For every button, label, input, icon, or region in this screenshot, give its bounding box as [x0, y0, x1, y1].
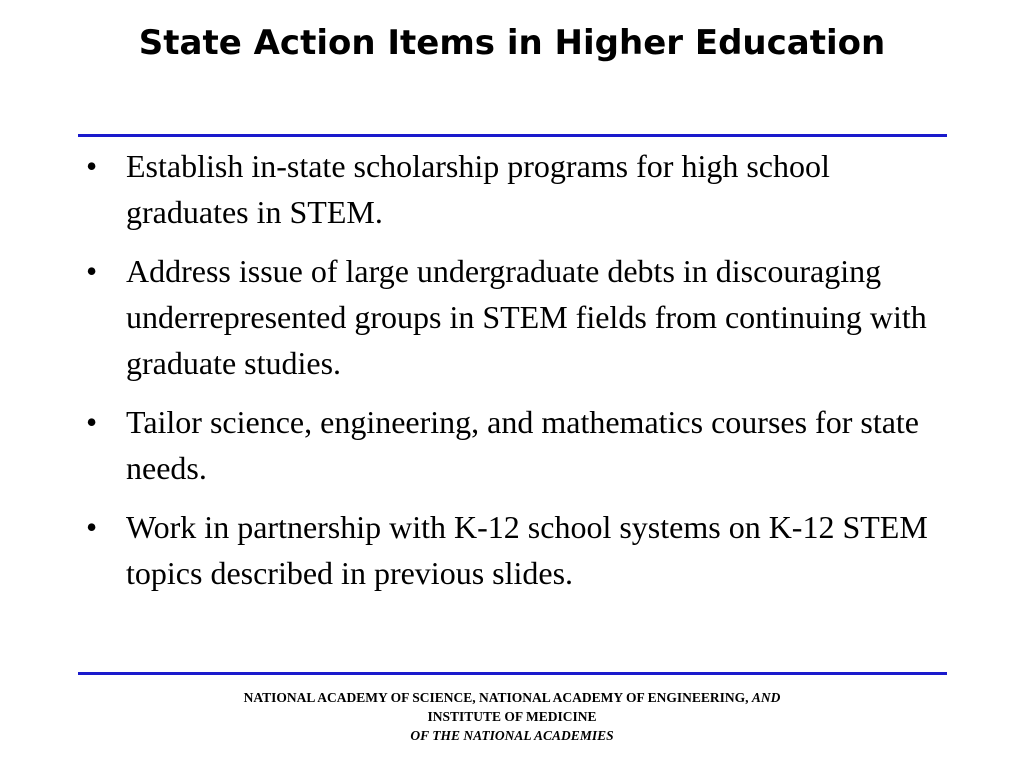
slide-title: State Action Items in Higher Education — [138, 23, 886, 63]
footer-line-3: OF THE NATIONAL ACADEMIES — [410, 728, 614, 743]
footer-academies-text: NATIONAL ACADEMY OF SCIENCE, NATIONAL ACADEMY OF ENGINEERING, — [243, 690, 749, 705]
bullet-icon: • — [86, 148, 98, 184]
bullet-list — [86, 143, 936, 609]
bullet-text: Tailor science, engineering, and mathematics courses for state needs. — [126, 404, 919, 486]
bullet-icon: • — [86, 509, 98, 545]
bullet-text: Work in partnership with K-12 school systems on K-12 STEM topics described in previous slides. — [126, 509, 928, 591]
footer-line-2: INSTITUTE OF MEDICINE — [427, 709, 597, 724]
bullet-icon: • — [86, 253, 98, 289]
bullet-item — [86, 399, 936, 491]
bullet-item — [86, 504, 936, 596]
bullet-item — [86, 248, 936, 386]
footer — [100, 688, 924, 745]
top-divider — [78, 134, 947, 137]
bullet-text: Establish in-state scholarship programs for high school graduates in STEM. — [126, 148, 830, 230]
bullet-item — [86, 143, 936, 235]
bottom-divider — [78, 672, 947, 675]
footer-and-text: AND — [751, 690, 781, 705]
bullet-icon: • — [86, 404, 98, 440]
bullet-text: Address issue of large undergraduate debts in discouraging underrepresented groups in STEM fields from continuing with graduate studies. — [126, 253, 927, 381]
footer-line-1 — [100, 688, 924, 707]
